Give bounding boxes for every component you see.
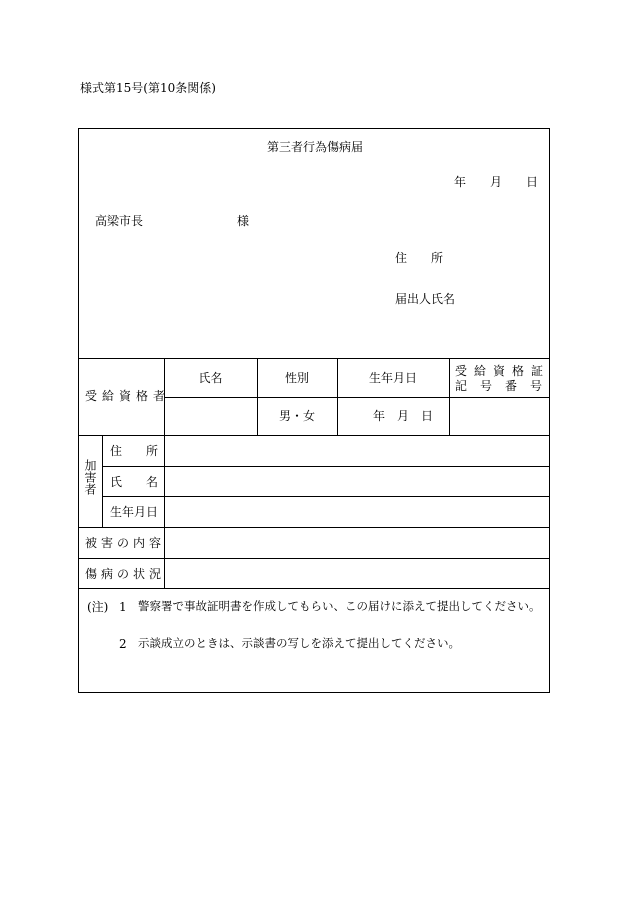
form-frame xyxy=(78,128,556,693)
header-cert-line2: 記号番号 xyxy=(455,379,556,393)
note-2-number: 2 xyxy=(119,637,127,651)
header-dob: 生年月日 xyxy=(368,371,417,385)
value-dob-year: 年 xyxy=(373,409,386,423)
header-name: 氏名 xyxy=(198,371,223,385)
header-cert-line1: 受給資格証 xyxy=(455,364,551,378)
offender-name-label: 氏 名 xyxy=(110,475,159,489)
form-title: 第三者行為傷病届 xyxy=(266,140,363,154)
damage-label: 被害の内容 xyxy=(85,536,166,550)
offender-dob-label: 生年月日 xyxy=(110,505,159,519)
note-1-number: 1 xyxy=(119,600,127,614)
value-sex: 男・女 xyxy=(278,409,315,423)
value-dob-month: 月 xyxy=(397,409,410,423)
date-year-label: 年 xyxy=(454,175,467,189)
applicant-address-label: 住 所 xyxy=(395,251,444,265)
note-1-text: 警察署で事故証明書を作成してもらい、この届けに添えて提出してください。 xyxy=(138,599,541,613)
date-month-label: 月 xyxy=(490,175,503,189)
injury-label: 傷病の状況 xyxy=(85,567,166,581)
applicant-name-label: 届出人氏名 xyxy=(395,292,456,306)
header-sex: 性別 xyxy=(284,371,309,385)
note-2-text: 示談成立のときは、示談書の写しを添えて提出してください。 xyxy=(138,636,460,650)
notes-prefix: (注) xyxy=(87,600,109,614)
date-day-label: 日 xyxy=(526,175,539,189)
offender-address-label: 住 所 xyxy=(110,444,159,458)
offender-group-label: 加害者 xyxy=(83,459,97,495)
value-dob-day: 日 xyxy=(421,409,434,423)
eligible-person-label: 受給資格者 xyxy=(85,389,171,403)
form-number: 様式第15号(第10条関係) xyxy=(80,81,216,95)
addressee-honorific: 様 xyxy=(237,214,250,228)
addressee-mayor: 高梁市長 xyxy=(95,214,144,228)
